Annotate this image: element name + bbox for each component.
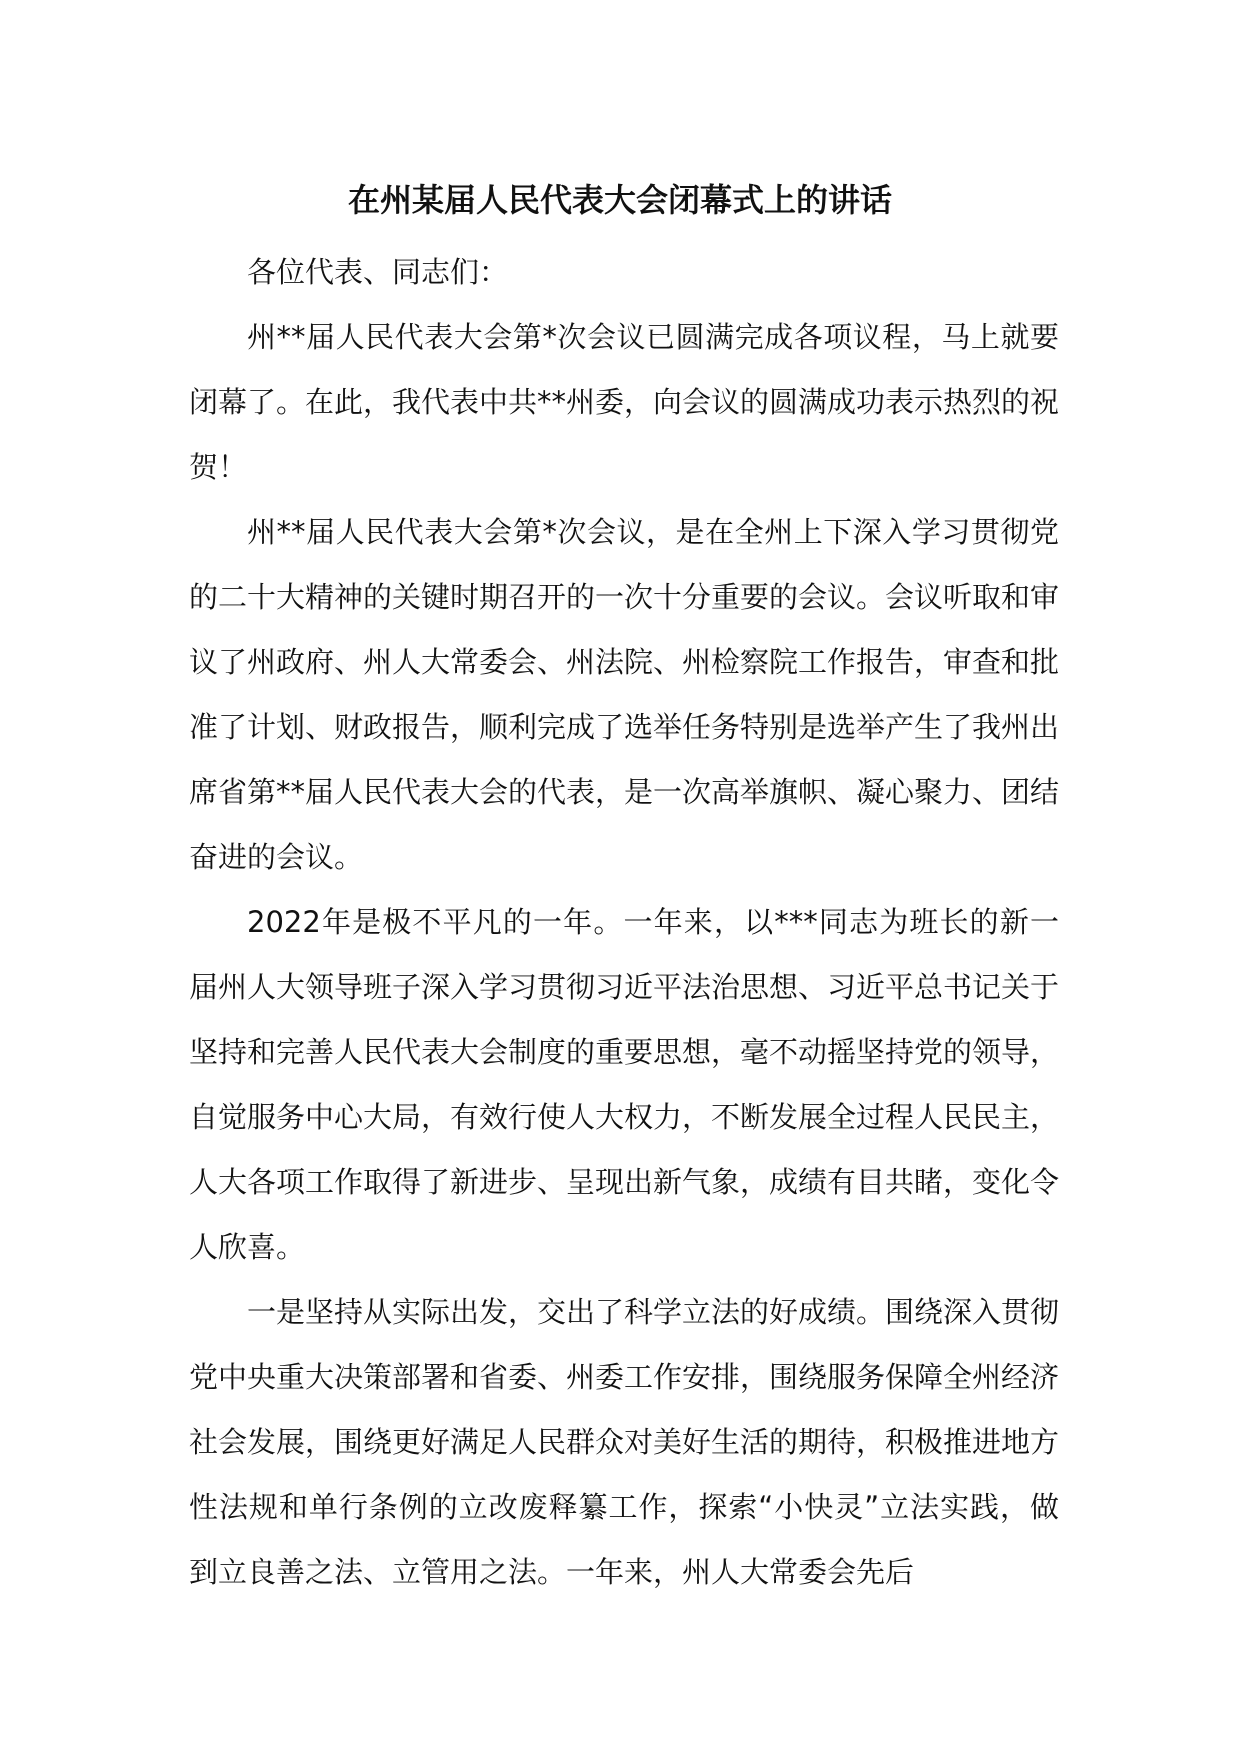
document-title: 在州某届人民代表大会闭幕式上的讲话 [347,181,892,219]
document-body [189,240,1059,1605]
opening-paragraph: 州**届人民代表大会第*次会议已圆满完成各项议程，马上就要闭幕了。在此，我代表中共**州委，向会议的圆满成功表示热烈的祝贺！ [189,320,1060,484]
year-review-paragraph: 2022年是极不平凡的一年。一年来，以***同志为班长的新一届州人大领导班子深入学习贯彻习近平法治思想、习近平总书记关于坚持和完善人民代表大会制度的重要思想，毫不动摇坚持党的领导，自觉服务中心大局，有效行使人大权力，不断发展全过程人民民主，人大各项工作取得了新进步、呈现出新气象，成绩有目共睹，变化令人欣喜。 [189,905,1060,1264]
legislation-paragraph: 一是坚持从实际出发，交出了科学立法的好成绩。围绕深入贯彻党中央重大决策部署和省委、州委工作安排，围绕服务保障全州经济社会发展，围绕更好满足人民群众对美好生活的期待，积极推进地方性法规和单行条例的立改废释纂工作，探索“小快灵”立法实践，做到立良善之法、立管用之法。一年来，州人大常委会先后 [189,1295,1060,1589]
salutation-paragraph: 各位代表、同志们： [247,255,509,289]
meeting-summary-paragraph: 州**届人民代表大会第*次会议，是在全州上下深入学习贯彻党的二十大精神的关键时期召开的一次十分重要的会议。会议听取和审议了州政府、州人大常委会、州法院、州检察院工作报告，审查和批准了计划、财政报告，顺利完成了选举任务特别是选举产生了我州出席省第**届人民代表大会的代表，是一次高举旗帜、凝心聚力、团结奋进的会议。 [189,515,1060,874]
